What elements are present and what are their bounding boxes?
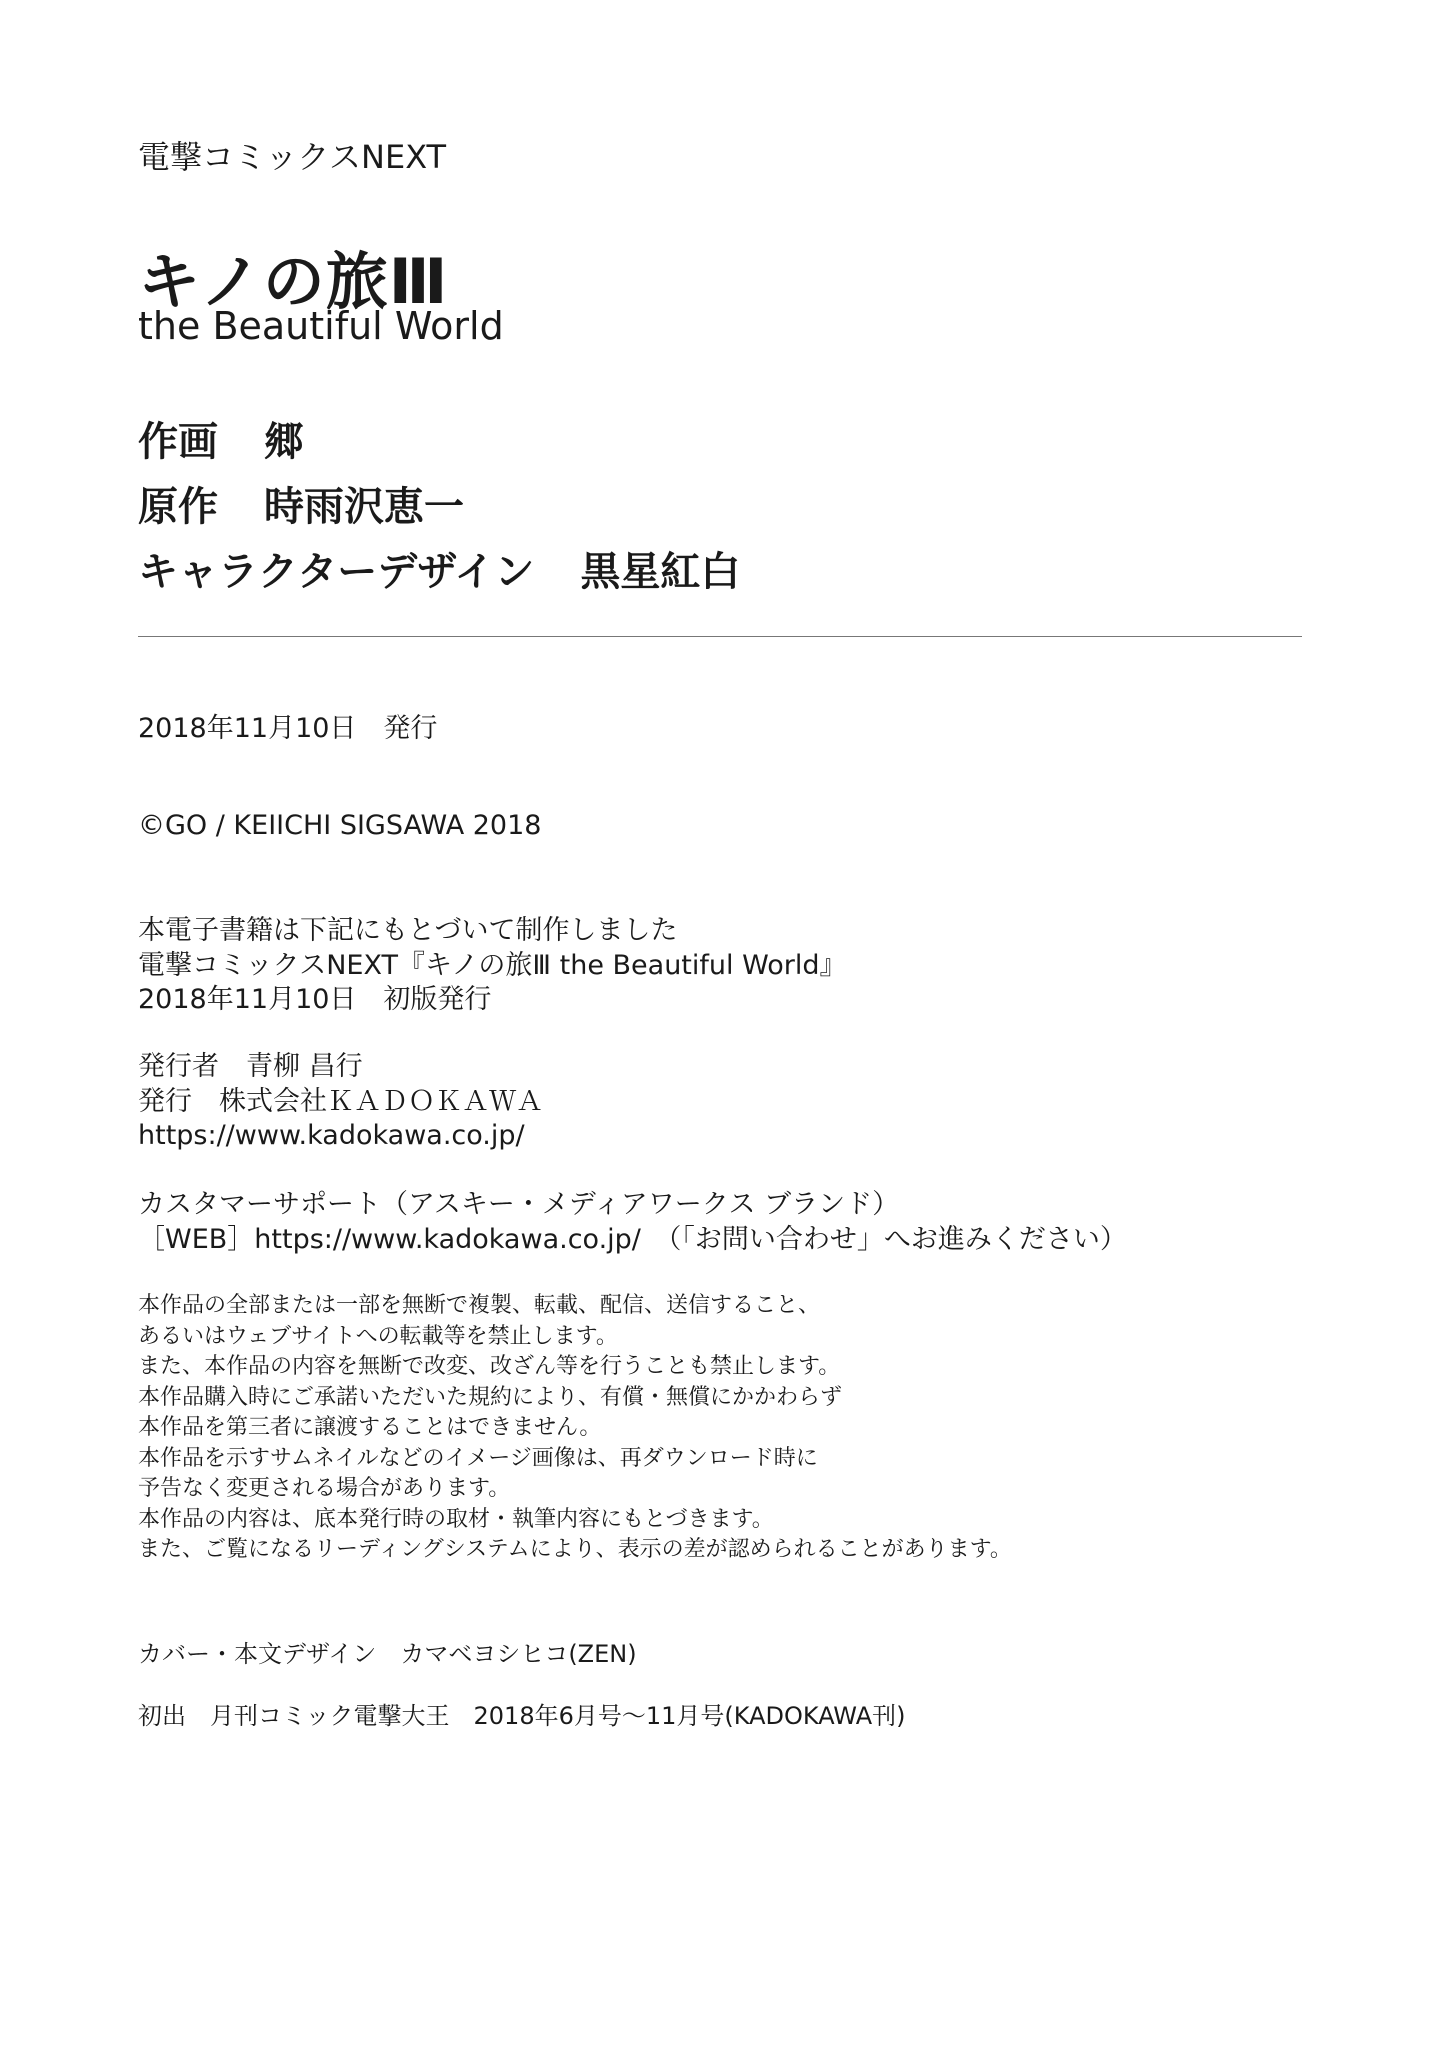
section-divider: [138, 636, 1302, 637]
credit-role: キャラクターデザイン: [138, 549, 535, 595]
design-credit: カバー・本文デザイン カマベヨシヒコ(ZEN): [138, 1640, 637, 1668]
notice-line: また、ご覧になるリーディングシステムにより、表示の差が認められることがあります。: [138, 1537, 1012, 1562]
first-appearance: 初出 月刊コミック電撃大王 2018年6月号～11月号(KADOKAWA刊): [138, 1702, 906, 1730]
support-block: [138, 1188, 1127, 1257]
copyright-notice: ©GO / KEIICHI SIGSAWA 2018: [138, 810, 542, 841]
notice-line: あるいはウェブサイトへの転載等を禁止します。: [138, 1323, 618, 1349]
credit-role: 作画: [138, 419, 218, 465]
notice-line: 本作品の全部または一部を無断で複製、転載、配信、送信すること、: [138, 1293, 821, 1318]
credit-name: 時雨沢恵一: [264, 484, 464, 530]
source-line: 本電子書籍は下記にもとづいて制作しました: [138, 915, 678, 946]
notice-line: また、本作品の内容を無断で改変、改ざん等を行うことも禁止します。: [138, 1354, 841, 1379]
support-line: ［WEB］https://www.kadokawa.co.jp/ （「お問い合わせ」へお進みください）: [138, 1223, 1127, 1255]
book-title: キノの旅Ⅲ: [138, 245, 449, 318]
credit-role: 原作: [138, 484, 218, 530]
notice-line: 本作品の内容は、底本発行時の取材・執筆内容にもとづきます。: [138, 1506, 774, 1532]
source-line: 2018年11月10日 初版発行: [138, 984, 492, 1015]
publisher-line: 発行 株式会社ＫＡＤＯＫＡＷＡ: [138, 1085, 543, 1117]
publisher-url: https://www.kadokawa.co.jp/: [138, 1120, 525, 1151]
publish-date: 2018年11月10日 発行: [138, 713, 438, 744]
credit-name: 郷: [264, 419, 304, 465]
publisher-line: 発行者 青柳 昌行: [138, 1051, 363, 1082]
credit-artist: [138, 410, 304, 467]
credit-name: 黒星紅白: [580, 549, 741, 595]
credit-character-design: [138, 540, 740, 597]
notice-line: 本作品を第三者に譲渡することはできません。: [138, 1415, 602, 1440]
credit-original-author: [138, 475, 464, 532]
notice-line: 予告なく変更される場合があります。: [138, 1476, 511, 1501]
support-line: カスタマーサポート（アスキー・メディアワークス ブランド）: [138, 1189, 900, 1220]
imprint-label: 電撃コミックスNEXT: [138, 138, 447, 176]
source-line: 電撃コミックスNEXT『キノの旅Ⅲ the Beautiful World』: [138, 949, 847, 981]
source-block: [138, 914, 846, 1018]
publisher-block: [138, 1050, 543, 1154]
book-subtitle: the Beautiful World: [138, 304, 504, 348]
notice-line: 本作品を示すサムネイルなどのイメージ画像は、再ダウンロード時に: [138, 1445, 818, 1471]
notice-line: 本作品購入時にご承諾いただいた規約により、有償・無償にかかわらず: [138, 1384, 843, 1410]
legal-notices: [138, 1291, 1012, 1566]
